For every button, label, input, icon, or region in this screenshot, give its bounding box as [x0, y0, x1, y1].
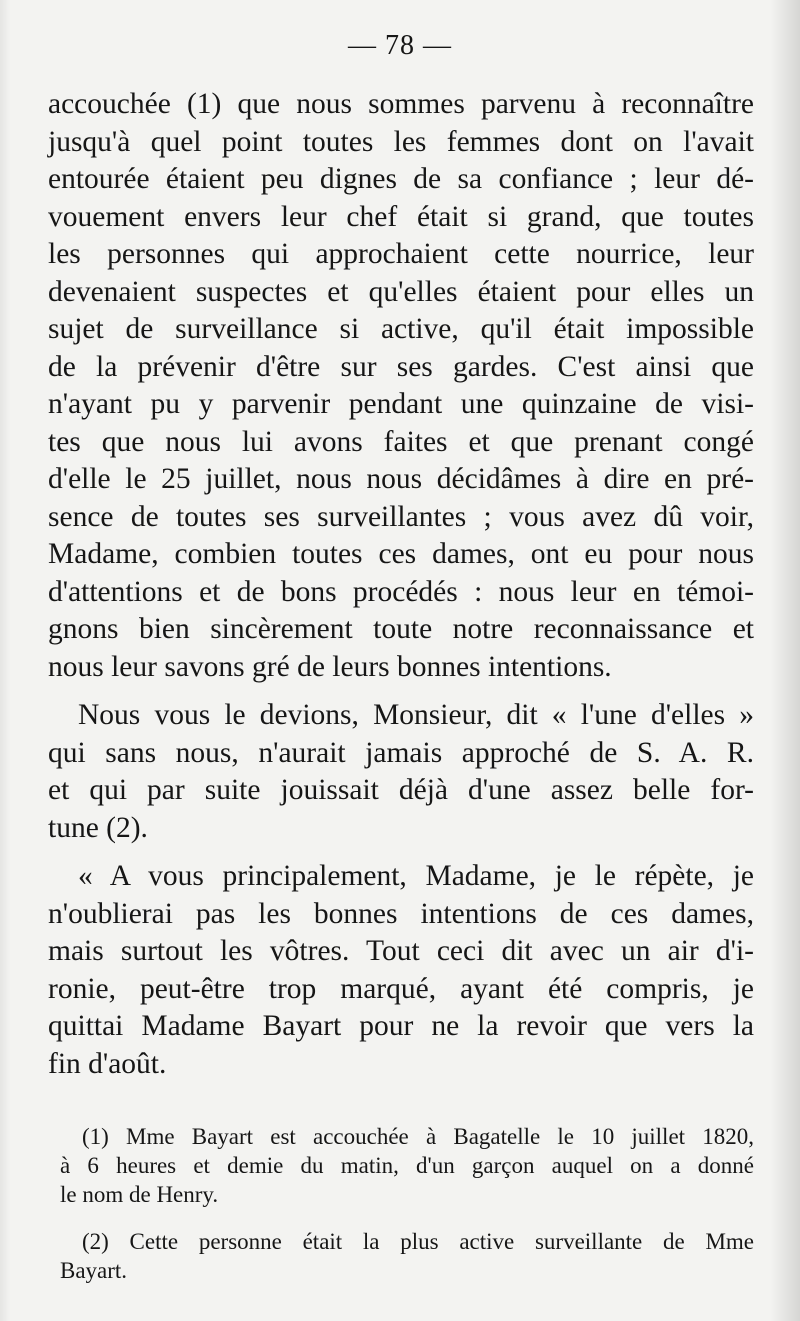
text-line: sence de toutes ses surveillantes ; vous avez dû voir,: [48, 500, 754, 533]
page-edge-shadow-right: [770, 0, 800, 1321]
body-text: [48, 86, 754, 1083]
text-line: tune (2).: [48, 811, 148, 844]
page-number: — 78 —: [348, 30, 452, 61]
text-line: n'ayant pu y parvenir pendant une quinzaine de visi-: [48, 388, 754, 420]
text-line: fin d'août.: [48, 1047, 167, 1080]
text-line: d'attentions et de bons procédés : nous leur en témoi-: [48, 575, 754, 608]
text-line: jusqu'à quel point toutes les femmes dont on l'avait: [48, 125, 754, 158]
footnote-line: (2) Cette personne était la plus active surveillante de Mme: [82, 1229, 754, 1254]
text-line: mais surtout les vôtres. Tout ceci dit avec un air d'i-: [48, 935, 754, 967]
footnote-2: [60, 1227, 754, 1285]
footnotes: [60, 1122, 754, 1285]
paragraph-1: [48, 86, 754, 686]
text-line: gnons bien sincèrement toute notre reconnaissance et: [48, 613, 754, 645]
page-edge-shadow-left: [0, 0, 10, 1321]
text-line: nous leur savons gré de leurs bonnes intentions.: [48, 650, 612, 683]
text-line: Nous vous le devions, Monsieur, dit « l'une d'elles »: [78, 699, 754, 731]
footnote-line: le nom de Henry.: [60, 1182, 219, 1207]
text-line: ronie, peut-être trop marqué, ayant été compris, je: [48, 972, 754, 1005]
text-line: et qui par suite jouissait déjà d'une assez belle for-: [48, 774, 754, 806]
paragraph-3: [48, 858, 754, 1083]
footnote-line: Bayart.: [60, 1258, 128, 1283]
text-line: qui sans nous, n'aurait jamais approché de S. A. R.: [48, 736, 754, 769]
text-line: vouement envers leur chef était si grand, que toutes: [48, 200, 754, 233]
footnote-line: (1) Mme Bayart est accouchée à Bagatelle le 10 juillet 1820,: [82, 1124, 754, 1149]
paragraph-spacer: [48, 686, 754, 697]
text-line: d'elle le 25 juillet, nous nous décidâmes à dire en pré-: [48, 463, 754, 495]
text-line: tes que nous lui avons faites et que prenant congé: [48, 425, 754, 458]
text-line: sujet de surveillance si active, qu'il était impossible: [48, 313, 754, 345]
text-line: n'oublierai pas les bonnes intentions de ces dames,: [48, 897, 754, 930]
text-line: « A vous principalement, Madame, je le répète, je: [78, 860, 754, 892]
text-line: de la prévenir d'être sur ses gardes. C'est ainsi que: [48, 350, 754, 383]
text-line: accouchée (1) que nous sommes parvenu à reconnaître: [48, 88, 754, 120]
text-line: entourée étaient peu dignes de sa confiance ; leur dé-: [48, 163, 754, 195]
text-line: quittai Madame Bayart pour ne la revoir que vers la: [48, 1010, 754, 1042]
paragraph-spacer: [48, 847, 754, 858]
paragraph-2: [48, 697, 754, 847]
footnote-line: à 6 heures et demie du matin, d'un garçon auquel on a donné: [60, 1153, 754, 1178]
text-line: Madame, combien toutes ces dames, ont eu pour nous: [48, 538, 754, 570]
text-line: devenaient suspectes et qu'elles étaient pour elles un: [48, 275, 754, 308]
text-line: les personnes qui approchaient cette nourrice, leur: [48, 238, 754, 270]
footnote-1: [60, 1122, 754, 1209]
